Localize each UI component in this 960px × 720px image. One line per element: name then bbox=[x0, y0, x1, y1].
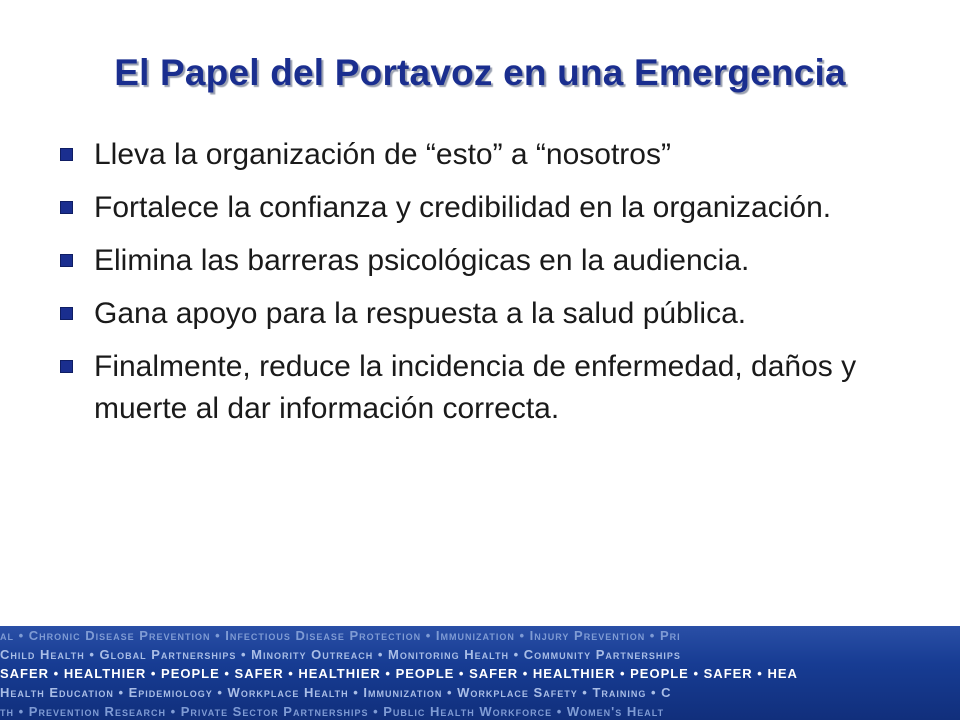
footer-banner-line: al • Chronic Disease Prevention • Infectious Disease Protection • Immunization • Injury Prevention • Pri bbox=[0, 628, 681, 643]
bullet-item bbox=[60, 346, 920, 430]
square-bullet-icon bbox=[60, 254, 73, 267]
slide-title: El Papel del Portavoz en una Emergencia bbox=[114, 52, 846, 93]
footer-banner bbox=[0, 626, 960, 720]
bullet-text: Gana apoyo para la respuesta a la salud pública. bbox=[94, 297, 747, 330]
bullet-text: Elimina las barreras psicológicas en la audiencia. bbox=[94, 244, 750, 277]
square-bullet-icon bbox=[60, 201, 73, 214]
footer-banner-line: Child Health • Global Partnerships • Minority Outreach • Monitoring Health • Community Partnerships bbox=[0, 647, 681, 662]
square-bullet-icon bbox=[60, 148, 73, 161]
footer-banner-line: th • Prevention Research • Private Sector Partnerships • Public Health Workforce • Women's Healt bbox=[0, 704, 665, 719]
bullet-item bbox=[60, 134, 920, 176]
bullet-item bbox=[60, 240, 920, 282]
square-bullet-icon bbox=[60, 307, 73, 320]
bullet-text: Fortalece la confianza y credibilidad en la organización. bbox=[94, 191, 832, 224]
footer-banner-line: SAFER • HEALTHIER • PEOPLE • SAFER • HEALTHIER • PEOPLE • SAFER • HEALTHIER • PEOPLE • SAFER • HEA bbox=[0, 666, 798, 681]
footer-banner-line: Health Education • Epidemiology • Workplace Health • Immunization • Workplace Safety • Training • C bbox=[0, 685, 672, 700]
square-bullet-icon bbox=[60, 360, 73, 373]
bullet-list bbox=[60, 134, 920, 441]
bullet-text: Finalmente, reduce la incidencia de enfermedad, daños y muerte al dar información correcta. bbox=[94, 350, 857, 425]
bullet-item bbox=[60, 187, 920, 229]
bullet-item bbox=[60, 293, 920, 335]
bullet-text: Lleva la organización de “esto” a “nosotros” bbox=[94, 138, 671, 171]
